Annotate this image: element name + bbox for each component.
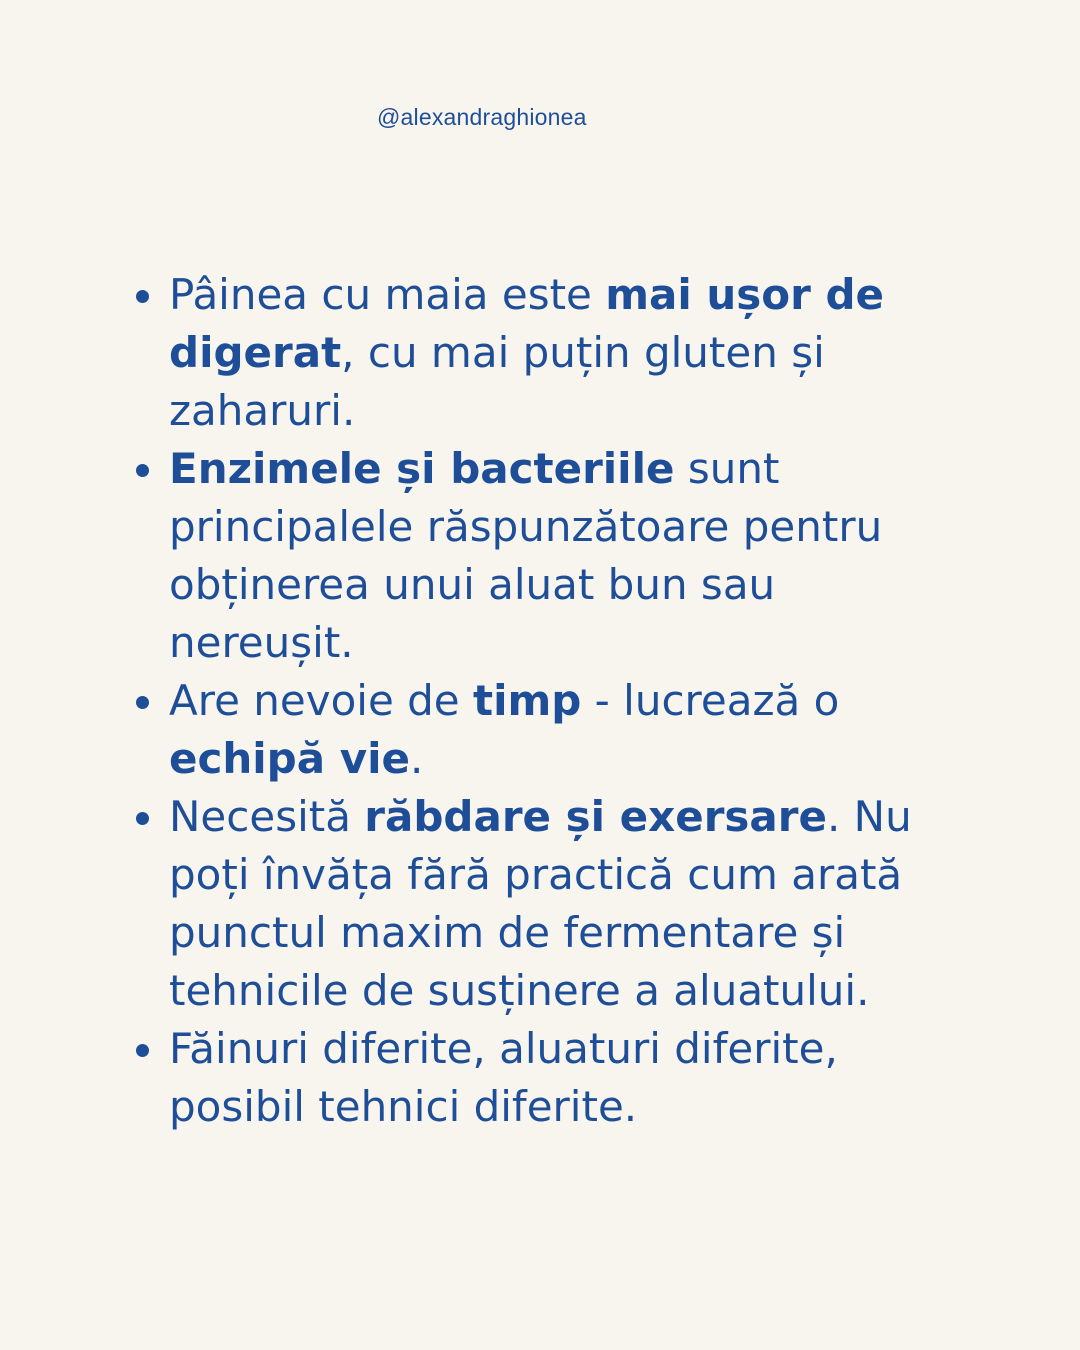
bullet-line bbox=[169, 614, 1008, 672]
bullet-item bbox=[128, 788, 1008, 1020]
bullet-text: Are nevoie de bbox=[169, 676, 473, 725]
bullet-text-bold: timp bbox=[473, 676, 582, 725]
bullet-dot-icon bbox=[136, 696, 149, 709]
bullet-text-bold: digerat bbox=[169, 328, 342, 377]
bullet-item bbox=[128, 1020, 1008, 1136]
bullet-line bbox=[169, 788, 1008, 846]
bullet-text: nereușit. bbox=[169, 618, 354, 667]
bullet-text: sunt bbox=[674, 444, 780, 493]
bullet-line bbox=[169, 1078, 1008, 1136]
bullet-text: , cu mai puțin gluten și bbox=[341, 328, 825, 377]
bullet-item bbox=[128, 672, 1008, 788]
bullet-text: . Nu bbox=[826, 792, 912, 841]
bullet-text: principalele răspunzătoare pentru bbox=[169, 502, 883, 551]
bullet-line bbox=[169, 266, 1008, 324]
bullet-dot-icon bbox=[136, 464, 149, 477]
bullet-line bbox=[169, 382, 1008, 440]
bullet-line bbox=[169, 324, 1008, 382]
bullet-item bbox=[128, 440, 1008, 672]
bullet-text: Pâinea cu maia este bbox=[169, 270, 606, 319]
bullet-line bbox=[169, 1020, 1008, 1078]
bullet-text-bold: echipă vie bbox=[169, 734, 410, 783]
bullet-text-bold: mai ușor de bbox=[605, 270, 885, 319]
bullet-line bbox=[169, 556, 1008, 614]
bullet-item bbox=[128, 266, 1008, 440]
bullet-text: Făinuri diferite, aluaturi diferite, bbox=[169, 1024, 838, 1073]
bullet-dot-icon bbox=[136, 1044, 149, 1057]
bullet-line bbox=[169, 846, 1008, 904]
author-handle: @alexandraghionea bbox=[377, 104, 587, 130]
bullet-text: tehnicile de susținere a aluatului. bbox=[169, 966, 870, 1015]
bullet-text: Necesită bbox=[169, 792, 365, 841]
bullet-line bbox=[169, 962, 1008, 1020]
bullet-line bbox=[169, 498, 1008, 556]
bullet-text: . bbox=[409, 734, 424, 783]
bullet-dot-icon bbox=[136, 290, 149, 303]
bullet-text: punctul maxim de fermentare și bbox=[169, 908, 846, 957]
bullet-line bbox=[169, 672, 1008, 730]
bullet-line bbox=[169, 440, 1008, 498]
bullet-text: zaharuri. bbox=[169, 386, 356, 435]
bullet-text-bold: răbdare și exersare bbox=[364, 792, 827, 841]
bullet-line bbox=[169, 730, 1008, 788]
bullet-text: poți învăța fără practică cum arată bbox=[169, 850, 903, 899]
bullet-text-bold: Enzimele și bacteriile bbox=[169, 444, 675, 493]
bullet-text: - lucrează o bbox=[581, 676, 840, 725]
bullet-list bbox=[128, 266, 1008, 1136]
bullet-line bbox=[169, 904, 1008, 962]
bullet-text: posibil tehnici diferite. bbox=[169, 1082, 638, 1131]
bullet-dot-icon bbox=[136, 812, 149, 825]
bullet-text: obținerea unui aluat bun sau bbox=[169, 560, 776, 609]
